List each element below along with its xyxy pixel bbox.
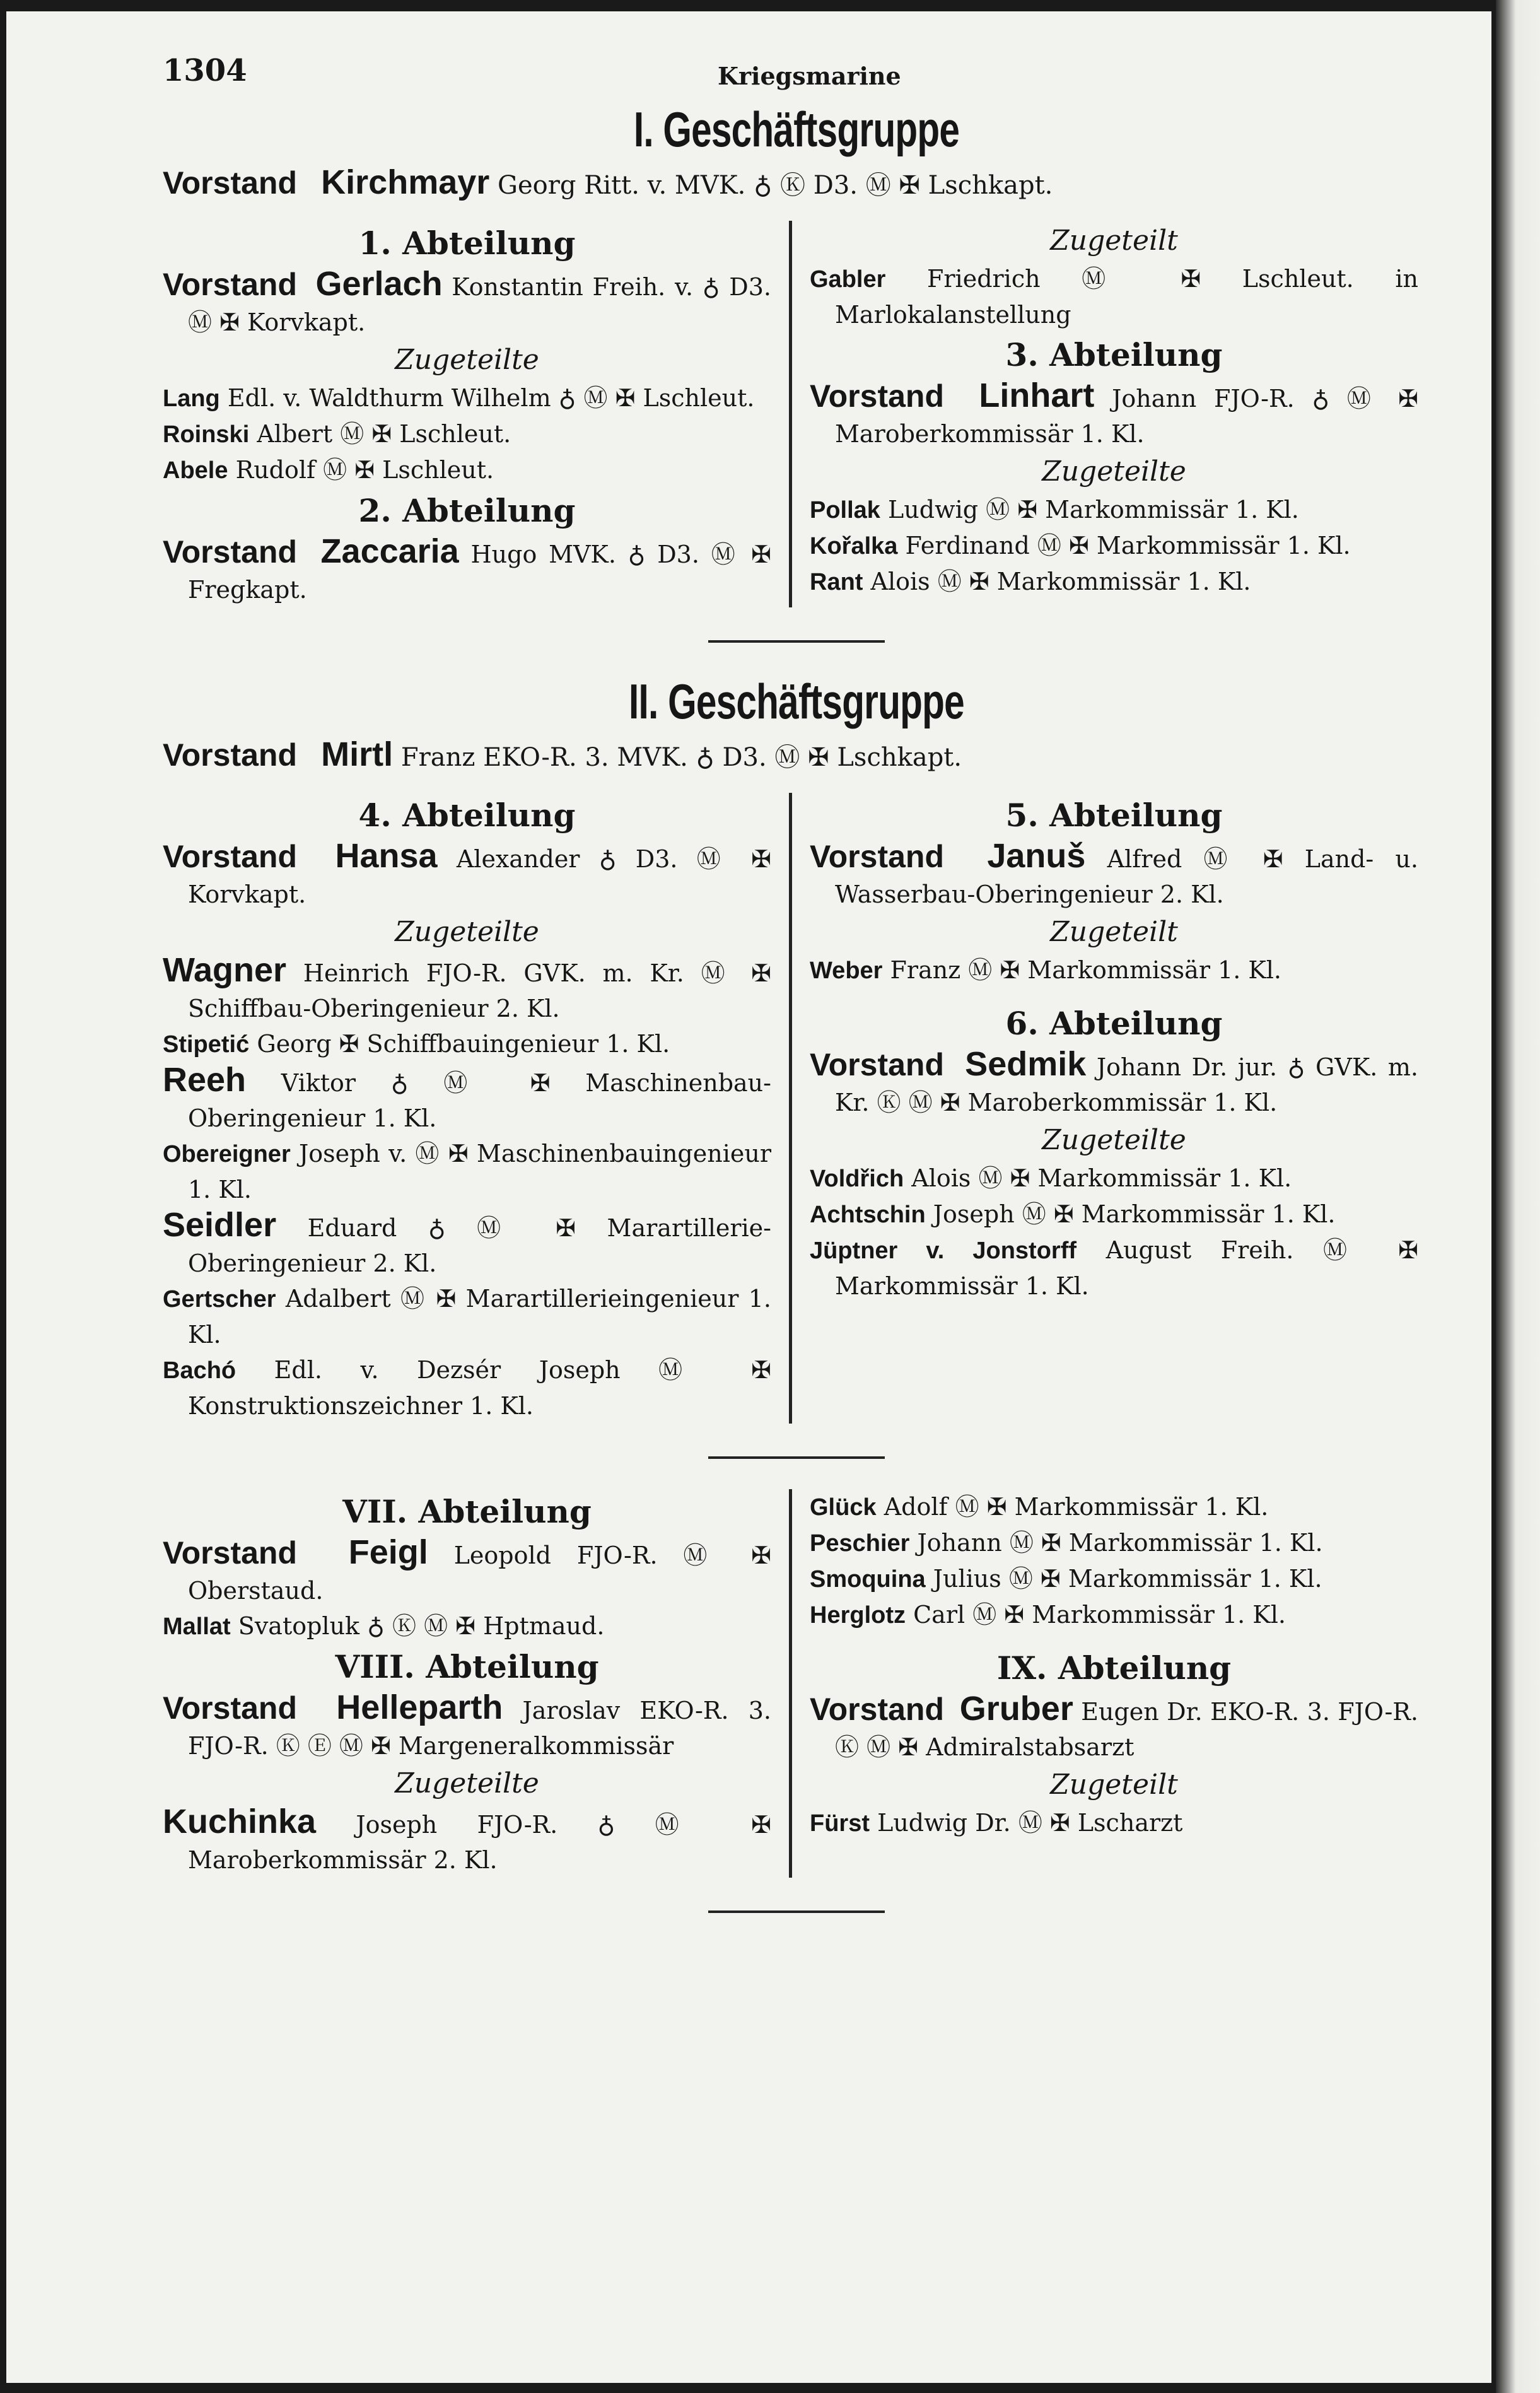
divider (708, 640, 885, 643)
group3-columns (163, 1489, 1430, 1878)
list-item: Abele Rudolf Ⓜ ✠ Lschleut. (163, 456, 494, 484)
group3-right-column (789, 1489, 1418, 1878)
list-item: Voldřich Alois Ⓜ ✠ Markommissär 1. Kl. (810, 1164, 1292, 1192)
list-item: Lang Edl. v. Waldthurm Wilhelm ♁ Ⓜ ✠ Lschleut. (163, 384, 755, 412)
list-item: Glück Adolf Ⓜ ✠ Markommissär 1. Kl. (810, 1493, 1269, 1521)
list-item: Jüptner v. Jonstorff August Freih. Ⓜ ✠ Markommissär 1. Kl. (810, 1236, 1418, 1300)
group1-left-column (163, 221, 789, 607)
page-content (163, 48, 1430, 1943)
list-item: Kořalka Ferdinand Ⓜ ✠ Markommissär 1. Kl. (810, 532, 1351, 559)
abt1-title: 1. Abteilung (358, 225, 576, 262)
abt4-vorstand: Vorstand Hansa Alexander ♁ D3. Ⓜ ✠ Korvkapt. (163, 837, 771, 908)
abt9-vorstand: Vorstand Gruber Eugen Dr. EKO-R. 3. FJO-R. Ⓚ Ⓜ ✠ Admiralstabsarzt (810, 1690, 1418, 1761)
list-item: Achtschin Joseph Ⓜ ✠ Markommissär 1. Kl. (810, 1200, 1336, 1228)
group2-columns (163, 793, 1430, 1424)
group2-right-column (789, 793, 1418, 1424)
abt9-zugeteilt: Zugeteilt (1050, 1769, 1178, 1801)
group1-right-column (789, 221, 1418, 607)
right-zugeteilt: Zugeteilt (1050, 225, 1178, 257)
running-title: Kriegsmarine (718, 62, 901, 90)
abt2-vorstand: Vorstand Zaccaria Hugo MVK. ♁ D3. Ⓜ ✠ Fregkapt. (163, 532, 771, 604)
group1-head-rest: Georg Ritt. v. MVK. ♁ Ⓚ D3. Ⓜ ✠ Lschkapt. (498, 171, 1053, 200)
abt4-zugeteilte: Zugeteilte (395, 916, 539, 948)
list-item: Kuchinka Joseph FJO-R. ♁ Ⓜ ✠ Maroberkommissär 2. Kl. (163, 1803, 771, 1874)
running-head (163, 48, 1430, 92)
group2-left-column (163, 793, 789, 1424)
list-item: Pollak Ludwig Ⓜ ✠ Markommissär 1. Kl. (810, 496, 1299, 524)
abt3-zugeteilte: Zugeteilte (1042, 455, 1186, 488)
list-item: Mallat Svatopluk ♁ Ⓚ Ⓜ ✠ Hptmaud. (163, 1612, 605, 1640)
group1-columns (163, 221, 1430, 607)
list-item: Obereigner Joseph v. Ⓜ ✠ Maschinenbauingenieur 1. Kl. (163, 1140, 771, 1203)
list-item: Peschier Johann Ⓜ ✠ Markommissär 1. Kl. (810, 1529, 1323, 1557)
abt1-zugeteilte: Zugeteilte (395, 344, 539, 376)
list-item: Rant Alois Ⓜ ✠ Markommissär 1. Kl. (810, 568, 1251, 595)
list-item: Gertscher Adalbert Ⓜ ✠ Marartillerieingenieur 1. Kl. (163, 1285, 771, 1349)
list-item: Smoquina Julius Ⓜ ✠ Markommissär 1. Kl. (810, 1565, 1322, 1593)
list-item: Weber Franz Ⓜ ✠ Markommissär 1. Kl. (810, 956, 1282, 984)
abt3-vorstand: Vorstand Linhart Johann FJO-R. ♁ Ⓜ ✠ Maroberkommissär 1. Kl. (810, 377, 1418, 448)
divider (708, 1910, 885, 1913)
abt6-zugeteilte: Zugeteilte (1042, 1124, 1186, 1156)
abt3-title: 3. Abteilung (1005, 336, 1223, 373)
list-item: Roinski Albert Ⓜ ✠ Lschleut. (163, 420, 511, 448)
abt7-vorstand: Vorstand Feigl Leopold FJO-R. Ⓜ ✠ Oberstaud. (163, 1533, 771, 1605)
list-item: Herglotz Carl Ⓜ ✠ Markommissär 1. Kl. (810, 1601, 1286, 1629)
list-item: Fürst Ludwig Dr. Ⓜ ✠ Lscharzt (810, 1809, 1183, 1837)
list-item: Bachó Edl. v. Dezsér Joseph Ⓜ ✠ Konstruktionszeichner 1. Kl. (163, 1356, 771, 1420)
list-item: Seidler Eduard ♁ Ⓜ ✠ Marartillerie-Oberingenieur 2. Kl. (163, 1206, 771, 1277)
group2-heading: II. Geschäftsgruppe (629, 674, 964, 729)
abt9-title: IX. Abteilung (996, 1649, 1232, 1687)
abt5-zugeteilt: Zugeteilt (1050, 916, 1178, 948)
group2-head-rest: Franz EKO-R. 3. MVK. ♁ D3. Ⓜ ✠ Lschkapt. (400, 743, 962, 772)
list-item: Wagner Heinrich FJO-R. GVK. m. Kr. Ⓜ ✠ Schiffbau-Oberingenieur 2. Kl. (163, 951, 771, 1022)
abt5-vorstand: Vorstand Januš Alfred Ⓜ ✠ Land- u. Wasserbau-Oberingenieur 2. Kl. (810, 837, 1418, 908)
abt6-title: 6. Abteilung (1005, 1005, 1223, 1042)
page-number: 1304 (163, 53, 247, 88)
abt8-vorstand: Vorstand Helleparth Jaroslav EKO-R. 3. FJO-R. Ⓚ Ⓔ Ⓜ ✠ Margeneralkommissär (163, 1688, 771, 1760)
abt2-title: 2. Abteilung (358, 492, 576, 529)
divider (708, 1456, 885, 1459)
abt8-zugeteilte: Zugeteilte (395, 1767, 539, 1799)
abt1-vorstand: Vorstand Gerlach Konstantin Freih. v. ♁ D3. Ⓜ ✠ Korvkapt. (163, 265, 771, 336)
list-item: Gabler Friedrich Ⓜ ✠ Lschleut. in Marlokalanstellung (810, 265, 1418, 329)
abt6-vorstand: Vorstand Sedmik Johann Dr. jur. ♁ GVK. m. Kr. Ⓚ Ⓜ ✠ Maroberkommissär 1. Kl. (810, 1045, 1418, 1116)
group1-vorstand: Vorstand Kirchmayr Georg Ritt. v. MVK. ♁ Ⓚ D3. Ⓜ ✠ Lschkapt. (163, 163, 1053, 201)
group1-head-name: Kirchmayr (321, 163, 490, 201)
group2-head-name: Mirtl (321, 735, 394, 773)
abt4-title: 4. Abteilung (358, 797, 576, 834)
list-item: Stipetić Georg ✠ Schiffbauingenieur 1. Kl. (163, 1030, 670, 1058)
group1-heading: I. Geschäftsgruppe (633, 102, 960, 157)
abt8-title: VIII. Abteilung (335, 1648, 599, 1685)
adjacent-page-edge (1496, 0, 1540, 2393)
group3-left-column (163, 1489, 789, 1878)
page-sheet (6, 11, 1491, 2383)
group2-vorstand: Vorstand Mirtl Franz EKO-R. 3. MVK. ♁ D3. Ⓜ ✠ Lschkapt. (163, 735, 962, 773)
abt5-title: 5. Abteilung (1005, 797, 1223, 834)
list-item: Reeh Viktor ♁ Ⓜ ✠ Maschinenbau-Oberingenieur 1. Kl. (163, 1061, 771, 1132)
abt7-title: VII. Abteilung (342, 1493, 592, 1530)
